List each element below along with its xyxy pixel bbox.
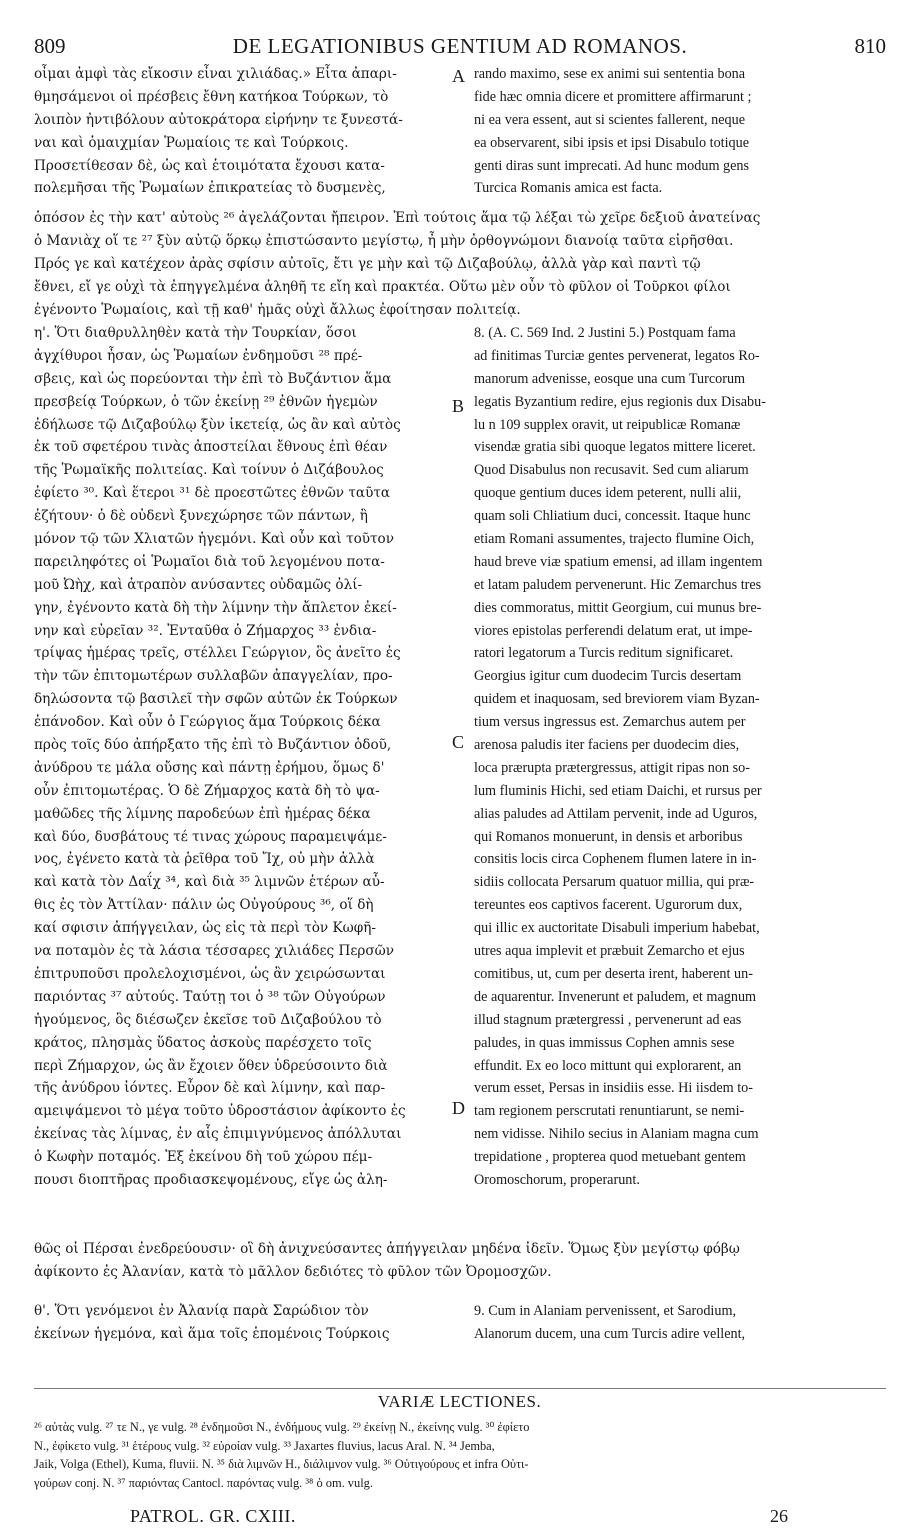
- greek-text-line: ἐπιτρυποῦσι προλελοχισμένοι, ὡς ἂν χειρώσωνται: [34, 965, 386, 982]
- latin-text-line: Turcica Romanis amica est facta.: [474, 180, 663, 197]
- margin-marker-a: A: [452, 66, 465, 86]
- variant-note-line: γούρων conj. N. ³⁷ παριόντας Cantocl. παρόντας vulg. ³⁸ ὁ om. vulg.: [34, 1475, 373, 1490]
- latin-text-line: consitis locis circa Cophenem flumen latere in in-: [474, 851, 757, 868]
- greek-text-line: ἐφίετο ³⁰. Καὶ ἕτεροι ³¹ δὲ προεστῶτες ἐθνῶν ταῦτα: [34, 485, 391, 502]
- latin-text-line: Quod Disabulus non recusavit. Sed cum aliarum: [474, 462, 749, 479]
- greek-column-bottom: [34, 1300, 458, 1346]
- notes-divider: [34, 1388, 886, 1389]
- latin-text-line: 9. Cum in Alaniam pervenissent, et Sarodium,: [474, 1303, 737, 1319]
- latin-text-line: comitibus, ut, cum per deserta irent, haberent un-: [474, 965, 753, 982]
- greek-text-line: μόνον τῷ τῶν Χλιατῶν ἡγεμόνι. Καὶ οὖν καὶ τοῦτον: [34, 531, 395, 548]
- latin-text-line: sidiis collocata Persarum quatuor millia, qui præ-: [474, 874, 755, 891]
- latin-text-line: utres aqua implevit et præbuit Zemarcho et ejus: [474, 943, 745, 960]
- latin-text-line: ni ea vera essent, aut si scientes fallerent, neque: [474, 111, 746, 128]
- latin-text-line: paludes, in quas immissus Cophen amnis sese: [474, 1034, 735, 1051]
- greek-text-line: σβεις, καὶ ὡς πορεύονται τὴν ἐπὶ τὸ Βυζάντιον ἅμα: [34, 370, 392, 387]
- latin-text-line: lum fluminis Hichi, sed etiam Daichi, et rursus per: [474, 782, 762, 799]
- greek-text-line: ὁ Κωφὴν ποταμός. Ἐξ ἐκείνου δὴ τοῦ χώρου πέμ-: [34, 1149, 373, 1166]
- latin-text-line: alias paludes ad Attilam pervenit, inde ad Uguros,: [474, 805, 758, 822]
- greek-text-line: δηλώσοντα τῷ βασιλεῖ τὴν σφῶν αὐτῶν ἐκ Τούρκων: [34, 691, 398, 708]
- latin-text-line: effundit. Ex eo loco mittunt qui explorarent, an: [474, 1057, 742, 1074]
- margin-marker-c: C: [452, 732, 465, 752]
- latin-text-line: nem vidisse. Nihilo secius in Alaniam magna cum: [474, 1126, 759, 1143]
- latin-text-line: visendæ gratia sibi quoque legatos mittere liceret.: [474, 439, 756, 456]
- greek-text-line: παριόντας ³⁷ αὐτούς. Ταύτῃ τοι ὁ ³⁸ τῶν Οὐγούρων: [34, 988, 386, 1005]
- greek-text-line: ἐγένοντο Ῥωμαίοις, καὶ τῇ καθ' ἡμᾶς οὐχὶ ἄλλως ἐφοίτησαν πολιτείᾳ.: [34, 301, 521, 318]
- greek-text-line: ἀγχίθυροι ἦσαν, ὡς Ῥωμαίων ἐνδημοῦσι ²⁸ πρέ-: [34, 347, 363, 364]
- latin-text-line: etiam Romani assumentes, trajecto flumine Oich,: [474, 531, 755, 548]
- latin-text-line: qui illic ex auctoritate Disabuli imperium habebat,: [474, 920, 760, 937]
- greek-text-line: τρίψας ἡμέρας τρεῖς, στέλλει Γεώργιον, ὃς ἀνεῖτο ἐς: [34, 645, 401, 662]
- margin-marker-d: D: [452, 1098, 465, 1118]
- greek-text-line: καὶ κατὰ τὸν Δαΐχ ³⁴, καὶ διὰ ³⁵ λιμνῶν ἑτέρων αὖ-: [34, 874, 385, 891]
- latin-text-line: viores epistolas perferendi delatum erat, ut impe-: [474, 622, 753, 639]
- greek-text-line: ἐδήλωσε τῷ Διζαβούλῳ ξὺν ἱκετείᾳ, ὡς ἂν καὶ αὐτὸς: [34, 416, 401, 433]
- greek-text-line: ἀφίκοντο ἐς Ἀλανίαν, κατὰ τὸ μᾶλλον δεδιότες τὸ φῦλον τῶν Ὀρομοσχῶν.: [34, 1263, 552, 1280]
- greek-text-line: πρεσβείᾳ Τούρκων, ὁ τῶν ἐκείνῃ ²⁹ ἐθνῶν ἡγεμὼν: [34, 393, 378, 410]
- greek-text-line: Πρός γε καὶ κατέχεον ἀρὰς σφίσιν αὐτοῖς, ἔτι γε μὴν καὶ τῷ Διζαβούλῳ, ἀλλὰ γὰρ καὶ παντὶ τῷ: [34, 255, 701, 272]
- greek-text-line: ἐκείνας τὰς λίμνας, ἐν αἷς ἐπιμιγνύμενος ἀπόλλυται: [34, 1126, 402, 1143]
- page-number-right: 810: [854, 34, 886, 58]
- footer-series: PATROL. GR. CXIII.: [130, 1506, 296, 1526]
- latin-text-line: et latam paludem pervenerunt. Hic Zemarchus tres: [474, 576, 762, 593]
- latin-text-line: ad finitimas Turciæ gentes pervenerat, legatos Ro-: [474, 347, 760, 364]
- latin-text-line: arenosa paludis iter faciens per duodecim dies,: [474, 737, 740, 754]
- greek-text-line: θῶς οἱ Πέρσαι ἐνεδρεύουσιν· οἳ δὴ ἀνιχνεύσαντες ἀπήγγειλαν μηδένα ἰδεῖν. Ὅμως ξὺν μεγίστῳ φόβῳ: [34, 1241, 740, 1257]
- greek-text-line: καί σφισιν ἀπήγγειλαν, ὡς εἰς τὰ περὶ τὸν Κωφῆ-: [34, 920, 376, 937]
- greek-text-line: ναι καὶ ὁμαιχμίαν Ῥωμαίοις τε καὶ Τούρκοις.: [34, 134, 349, 151]
- greek-text-line: ἀνύδρου τε μάλα οὔσης καὶ πάντῃ ἐρήμου, ὅμως δ': [34, 759, 385, 776]
- greek-text-line: πρὸς τοῖς δύο ἀπήρξατο τῆς ἐπὶ τὸ Βυζάντιον ὁδοῦ,: [34, 737, 392, 754]
- latin-text-line: tium versus ingressus est. Zemarchus autem per: [474, 714, 746, 731]
- latin-text-line: manorum advenisse, eosque una cum Turcorum: [474, 370, 746, 387]
- greek-text-line: πουσι διοπτῆρας προδιασκεψομένους, εἴγε ὡς ἀλη-: [34, 1171, 388, 1188]
- latin-text-line: loca prærupta prætergressus, attigit ripas non so-: [474, 759, 750, 776]
- greek-full-width-block-1: [34, 207, 886, 321]
- variae-lectiones-notes: [34, 1418, 886, 1492]
- latin-text-line: qui Romanos monuerunt, in densis et arboribus: [474, 828, 743, 845]
- greek-text-line: ἐκ τοῦ σφετέρου τινὰς ἀποστείλαι ἔθνους ἐπὶ θέαν: [34, 439, 388, 456]
- variant-note-line: N., ἐφίκετο vulg. ³¹ ἑτέρους vulg. ³² εὐροίαν vulg. ³³ Jaxartes fluvius, lacus Aral. N. ³⁴ Jemba,: [34, 1438, 495, 1453]
- variae-lectiones-heading: VARIÆ LECTIONES.: [377, 1392, 542, 1411]
- greek-text-line: ἔθνει, εἴ γε οὐχὶ τὰ ἐπηγγελμένα ἀληθῆ τε εἴη καὶ πρακτέα. Οὕτω μὲν οὖν τὸ φῦλον οἱ Τοῦρκοι φίλοι: [34, 278, 731, 295]
- latin-text-line: Georgius igitur cum duodecim Turcis desertam: [474, 668, 742, 685]
- latin-column-main: [474, 322, 890, 1192]
- greek-text-line: θμησάμενοι οἱ πρέσβεις ἔθνη κατήκοα Τούρκων, τὸ: [34, 88, 389, 105]
- greek-text-line: να ποταμὸν ἐς τὰ λάσια τέσσαρες χιλιάδες Περσῶν: [34, 943, 394, 960]
- greek-text-line: οἶμαι ἀμφὶ τὰς εἴκοσιν εἶναι χιλιάδας.» Εἶτα ἀπαρι-: [34, 66, 397, 82]
- greek-text-line: μοῦ Ὠὴχ, καὶ ἀτραπὸν ανύσαντες οὐδαμῶς ὀλί-: [34, 576, 363, 593]
- latin-text-line: 8. (A. C. 569 Ind. 2 Justini 5.) Postquam fama: [474, 325, 736, 341]
- greek-text-line: τῆς ἀνύδρου ἰόντες. Εὗρον δὲ καὶ λίμνην, καὶ παρ-: [34, 1080, 386, 1097]
- page-title: DE LEGATIONIBUS GENTIUM AD ROMANOS.: [232, 34, 688, 58]
- variant-note-line: ²⁶ αὐτὰς vulg. ²⁷ τε N., γε vulg. ²⁸ ἐνδημοῦσι N., ἐνδήμους vulg. ²⁹ ἐκείνῃ N., ἐκείνης vulg. ³⁰ ἐφίετο: [34, 1420, 530, 1434]
- greek-text-line: γην, ἐγένοντο κατὰ δὴ τὴν λίμνην τὴν ἄπλετον ἐκεί-: [34, 599, 397, 616]
- latin-text-line: Alanorum ducem, una cum Turcis adire vellent,: [474, 1325, 746, 1342]
- greek-text-line: νην καὶ εὐρεῖαν ³². Ἐνταῦθα ὁ Ζήμαρχος ³³ ἐνδια-: [34, 622, 377, 639]
- latin-text-line: illud stagnum prætergressi , pervenerunt ad eas: [474, 1011, 742, 1028]
- greek-text-line: ἐζήτουν· ὁ δὲ οὐδενὶ ξυνεχώρησε τῶν πάντων, ἢ: [34, 508, 368, 525]
- latin-text-line: rando maximo, sese ex animi sui sententia bona: [474, 66, 746, 82]
- latin-text-line: trepidatione , propterea quod metuebant gentem: [474, 1149, 746, 1166]
- latin-text-line: ea observarent, sibi ipsis et ipsi Disabulo totique: [474, 134, 750, 151]
- latin-text-line: fide hæc omnia dicere et promittere affirmarunt ;: [474, 88, 752, 105]
- margin-marker-b: B: [452, 396, 465, 416]
- latin-text-line: de aquarentur. Invenerunt et paludem, et magnum: [474, 988, 757, 1005]
- greek-text-line: η'. Ὅτι διαθρυλληθὲν κατὰ τὴν Τουρκίαν, ὅσοι: [34, 325, 357, 341]
- latin-text-line: dies commoratus, mittit Georgium, cui munus bre-: [474, 599, 762, 616]
- latin-text-line: Oromoschorum, properarunt.: [474, 1171, 640, 1188]
- greek-text-line: ὁ Μανιὰχ οἵ τε ²⁷ ξὺν αὐτῷ ὅρκῳ ἐπιστώσαντο μεγίστῳ, ἦ μὴν ὀρθογνώμονι διανοίᾳ ταῦτα εἰρῆσθαι.: [34, 232, 734, 249]
- greek-text-line: ἡγούμενος, ὃς διέσωζεν ἐκεῖσε τοῦ Διζαβούλου τὸ: [34, 1011, 382, 1028]
- greek-text-line: νος, ἐγένετο κατὰ τὰ ῥεῖθρα τοῦ Ἴχ, οὐ μὴν ἀλλὰ: [34, 851, 375, 868]
- latin-text-line: tam regionem perscrutati renuntiarunt, se nemi-: [474, 1103, 745, 1120]
- latin-text-line: ratori legatorum a Turcis reditum significaret.: [474, 645, 734, 662]
- latin-text-line: genti diras sunt imprecati. Ad hunc modum gens: [474, 157, 750, 174]
- greek-full-width-block-2: [34, 1238, 886, 1284]
- page-number-left: 809: [34, 34, 66, 58]
- footer-signature: 26: [770, 1506, 788, 1526]
- greek-text-line: τὴν τῶν ἐπιτομωτέρων συλλαβῶν ἀπαγγελίαν, προ-: [34, 668, 393, 685]
- variant-note-line: Jaik, Volga (Ethel), Kuma, fluvii. N. ³⁵ διὰ λιμνῶν H., διάλιμνον vulg. ³⁶ Οὐτιγούρους et infra Οὐτι-: [34, 1457, 529, 1471]
- latin-text-line: verum esset, Persas in insidiis esse. Hi iisdem to-: [474, 1080, 753, 1097]
- greek-column-top: [34, 63, 458, 200]
- greek-text-line: πολεμῆσαι τῆς Ῥωμαίων ἐπικρατείας τὸ δυσμενὲς,: [34, 180, 386, 197]
- greek-text-line: θις ἐς τὸν Ἀττίλαν· πάλιν ὡς Οὐγούρους ³⁶, οἵ δὴ: [34, 897, 374, 914]
- greek-text-line: αμειψάμενοι τὸ μέγα τοῦτο ὑδροστάσιον ἀφίκοντο ἐς: [34, 1103, 406, 1120]
- latin-text-line: quidem et inaquosam, sed breviorem viam Byzan-: [474, 691, 760, 708]
- latin-text-line: legatis Byzantium redire, ejus regionis dux Disabu-: [474, 393, 766, 410]
- greek-text-line: Προσετίθεσαν δὲ, ὡς καὶ ἑτοιμότατα ἔχουσι κατα-: [34, 157, 385, 174]
- latin-text-line: tereuntes eos captivos facerent. Ugurorum dux,: [474, 897, 743, 914]
- greek-column-main: [34, 322, 458, 1192]
- latin-text-line: lu n 109 supplex oravit, ut reipublicæ Romanæ: [474, 416, 741, 433]
- greek-text-line: μαθῶδες τῆς λίμνης παροδεύων ἐπὶ ἡμέρας δέκα: [34, 805, 371, 822]
- latin-text-line: quoque gentium duces idem peterent, nulli alii,: [474, 485, 742, 502]
- greek-text-line: ἐπάνοδον. Καὶ οὖν ὁ Γεώργιος ἅμα Τούρκοις δέκα: [34, 714, 381, 731]
- greek-text-line: οὖν ἐπιτομωτέρας. Ὁ δὲ Ζήμαρχος κατὰ δὴ τὸ ψα-: [34, 782, 380, 799]
- greek-text-line: παρειληφότες οἱ Ῥωμαῖοι διὰ τοῦ λεγομένου ποτα-: [34, 553, 385, 570]
- latin-column-bottom: [474, 1300, 890, 1346]
- greek-text-line: τῆς Ῥωμαϊκῆς πολιτείας. Καὶ τοίνυν ὁ Διζάβουλος: [34, 462, 384, 479]
- latin-text-line: quam soli Chliatium duci, concessit. Itaque hunc: [474, 508, 751, 525]
- greek-text-line: κράτος, πλησμὰς ὕδατος ἀσκοὺς παρέσχετο τοῖς: [34, 1034, 372, 1051]
- greek-text-line: ἐκείνων ἡγεμόνα, καὶ ἅμα τοῖς ἑπομένοις Τούρκοις: [34, 1325, 390, 1342]
- greek-text-line: καὶ δύο, δυσβάτους τέ τινας χώρους παραμειψάμε-: [34, 828, 387, 845]
- latin-column-top: [474, 63, 890, 200]
- greek-text-line: περὶ Ζήμαρχον, ὡς ἂν ἔχοιεν ὅθεν ὑδρεύσοιντο διὰ: [34, 1057, 388, 1074]
- greek-text-line: ὁπόσον ἐς τὴν κατ' αὐτοὺς ²⁶ ἀγελάζονται ἤπειρον. Ἐπὶ τούτοις ἅμα τῷ λέξαι τὼ χεῖρε δεξιοῦ ἀνατείνας: [34, 210, 761, 226]
- running-header: [34, 34, 886, 62]
- latin-text-line: haud breve viæ spatium emensi, ad illam ingentem: [474, 553, 763, 570]
- greek-text-line: λοιπὸν ἠντιβόλουν αὐτοκράτορα εἰρήνην τε ξυνεστά-: [34, 111, 403, 128]
- greek-text-line: θ'. Ὅτι γενόμενοι ἐν Ἀλανίᾳ παρὰ Σαρώδιον τὸν: [34, 1303, 369, 1319]
